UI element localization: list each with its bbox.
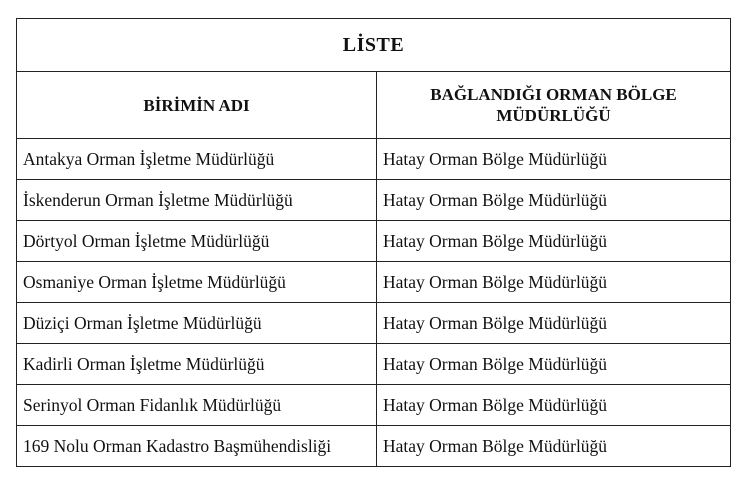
header-region-line2: MÜDÜRLÜĞÜ: [496, 106, 611, 125]
unit-cell: Düziçi Orman İşletme Müdürlüğü: [17, 303, 377, 344]
header-region-line1: BAĞLANDIĞI ORMAN BÖLGE: [430, 85, 677, 104]
region-cell: Hatay Orman Bölge Müdürlüğü: [377, 385, 731, 426]
header-unit-name-label: BİRİMİN ADI: [143, 95, 250, 115]
unit-cell: Kadirli Orman İşletme Müdürlüğü: [17, 344, 377, 385]
region-cell: Hatay Orman Bölge Müdürlüğü: [377, 344, 731, 385]
region-cell: Hatay Orman Bölge Müdürlüğü: [377, 221, 731, 262]
table-row: [17, 385, 731, 426]
table-row: [17, 426, 731, 467]
unit-cell: İskenderun Orman İşletme Müdürlüğü: [17, 180, 377, 221]
header-region: [377, 72, 731, 139]
region-cell: Hatay Orman Bölge Müdürlüğü: [377, 139, 731, 180]
header-unit-name: [17, 72, 377, 139]
table-title: LİSTE: [17, 19, 731, 72]
unit-cell: Serinyol Orman Fidanlık Müdürlüğü: [17, 385, 377, 426]
table-title-row: [17, 19, 731, 72]
table-row: [17, 180, 731, 221]
unit-list-table: [16, 18, 731, 467]
region-cell: Hatay Orman Bölge Müdürlüğü: [377, 180, 731, 221]
unit-cell: 169 Nolu Orman Kadastro Başmühendisliği: [17, 426, 377, 467]
table-row: [17, 139, 731, 180]
region-cell: Hatay Orman Bölge Müdürlüğü: [377, 426, 731, 467]
table-header-row: [17, 72, 731, 139]
unit-cell: Osmaniye Orman İşletme Müdürlüğü: [17, 262, 377, 303]
table-row: [17, 221, 731, 262]
region-cell: Hatay Orman Bölge Müdürlüğü: [377, 262, 731, 303]
unit-cell: Dörtyol Orman İşletme Müdürlüğü: [17, 221, 377, 262]
region-cell: Hatay Orman Bölge Müdürlüğü: [377, 303, 731, 344]
table-row: [17, 344, 731, 385]
unit-cell: Antakya Orman İşletme Müdürlüğü: [17, 139, 377, 180]
table-row: [17, 262, 731, 303]
table-row: [17, 303, 731, 344]
